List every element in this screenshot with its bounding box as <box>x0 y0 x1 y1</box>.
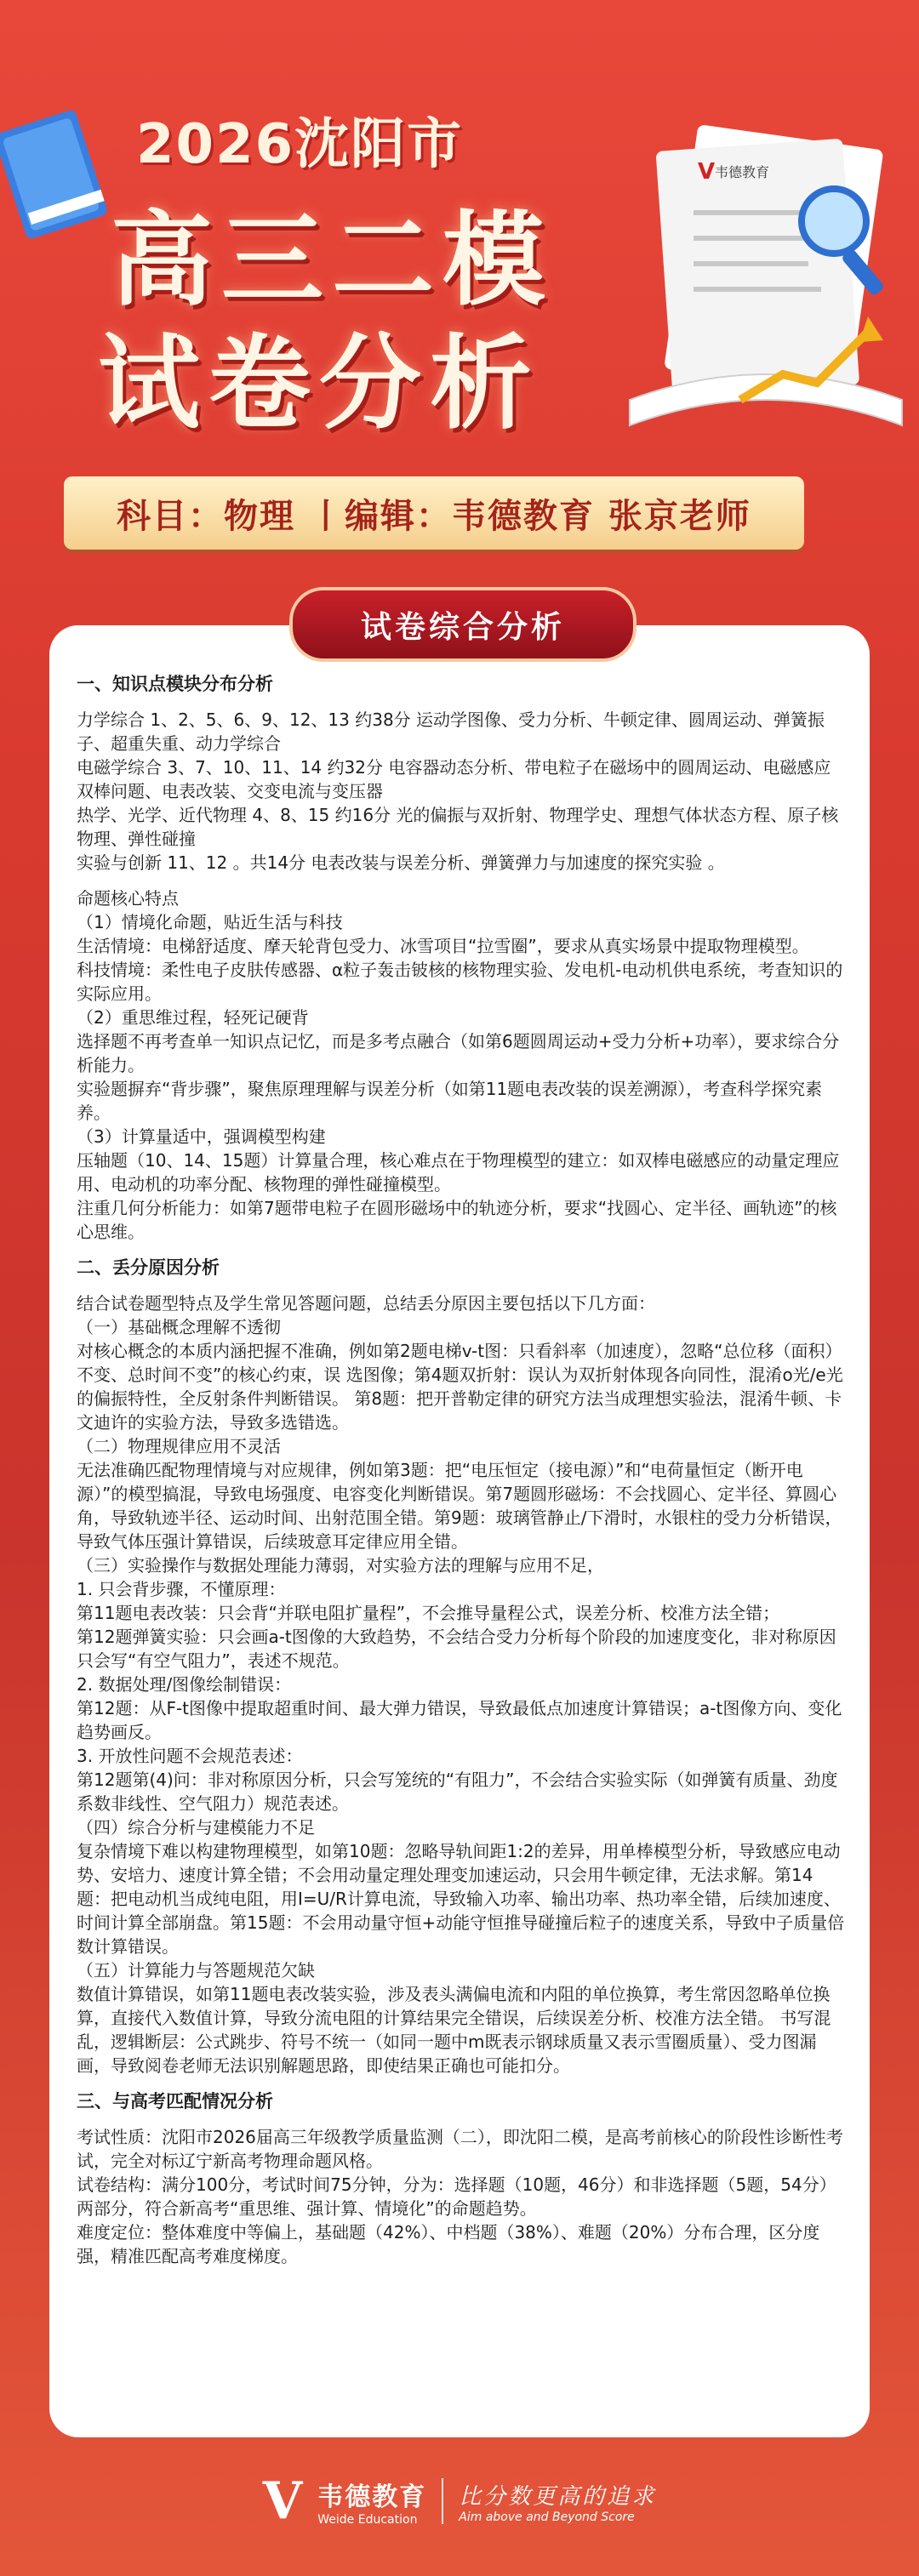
paragraph: 生活情境：电梯舒适度、摩天轮背包受力、冰雪项目“拉雪圈”，要求从真实场景中提取物理模型。 <box>77 936 809 956</box>
paragraph: 结合试卷题型特点及学生常见答题问题，总结丢分原因主要包括以下几方面： <box>77 1293 655 1314</box>
paragraph: 考试性质：沈阳市2026届高三年级教学质量监测（二），即沈阳二模，是高考前核心的阶段性诊断性考试，完全对标辽宁新高考物理命题风格。 <box>77 2127 843 2171</box>
spacer <box>77 2113 847 2125</box>
spacer <box>77 2077 847 2089</box>
paragraph: 1. 只会背步骤，不懂原理： <box>77 1579 286 1599</box>
paragraph: 第12题：从F-t图像中提取超重时间、最大弹力错误，导致最低点加速度计算错误；a-t图像方向、变化趋势画反。 <box>77 1698 842 1742</box>
brand <box>317 2476 426 2527</box>
spacer <box>77 1279 847 1291</box>
paragraph: （2）重思维过程，轻死记硬背 <box>77 1007 309 1028</box>
section-heading: 一、知识点模块分布分析 <box>77 674 273 694</box>
section-heading: 二、丢分原因分析 <box>77 1257 220 1278</box>
year-city: 2026沈阳市 <box>136 113 464 176</box>
slogan-cn: 比分数更高的追求 <box>459 2483 657 2510</box>
paragraph: 第11题电表改装：只会背“并联电阻扩量程”，不会推导量程公式，误差分析、校准方法全错； <box>77 1603 780 1623</box>
paragraph: 命题核心特点 <box>77 888 179 909</box>
footer <box>0 2450 919 2552</box>
spacer <box>77 1244 847 1256</box>
book-icon <box>0 102 111 247</box>
section-title: 试卷综合分析 <box>289 587 636 662</box>
paragraph: （五）计算能力与答题规范欠缺 <box>77 1960 315 1980</box>
paragraph: 第12题第(4)问：非对称原因分析，只会写笼统的“有阻力”，不会结合实验实际（如弹簧有质量、劲度系数非线性、空气阻力）规范表述。 <box>77 1770 838 1814</box>
brand-english: Weide Education <box>317 2513 418 2527</box>
paragraph: （四）综合分析与建模能力不足 <box>77 1817 315 1838</box>
paragraph: 实验与创新 11、12 。共14分 电表改装与误差分析、弹簧弹力与加速度的探究实验 。 <box>77 852 725 873</box>
svg-text:韦德教育: 韦德教育 <box>715 164 770 180</box>
paragraph: 选择题不再考查单一知识点记忆，而是多考点融合（如第6题圆周运动+受力分析+功率），要求综合分析能力。 <box>77 1031 840 1075</box>
brand-name: 韦德教育 <box>317 2482 427 2512</box>
section-heading: 三、与高考匹配情况分析 <box>77 2091 273 2112</box>
footer-divider <box>442 2478 443 2524</box>
paragraph: （三）实验操作与数据处理能力薄弱，对实验方法的理解与应用不足， <box>77 1555 604 1576</box>
document-illustration <box>613 119 919 476</box>
paragraph: （一）基础概念理解不透彻 <box>77 1317 281 1337</box>
logo-icon: V <box>262 2471 303 2531</box>
hero-banner <box>0 0 919 613</box>
paragraph: 第12题弹簧实验：只会画a-t图像的大致趋势，不会结合受力分析每个阶段的加速度变化，非对称原因只会写“有空气阻力”，表述不规范。 <box>77 1627 836 1671</box>
paragraph: 3. 开放性问题不会规范表述： <box>77 1746 303 1766</box>
slogan <box>459 2479 656 2524</box>
analysis-content <box>77 672 847 2268</box>
svg-text:V: V <box>698 159 716 185</box>
spacer <box>77 696 847 708</box>
spacer <box>77 875 847 886</box>
paragraph: 对核心概念的本质内涵把握不准确，例如第2题电梯v-t图：只看斜率（加速度），忽略“总位移（面积）不变、总时间不变”的核心约束，误 选图像；第4题双折射：误认为双折射体现各向同性，混淆o光/e光的偏振特性，全反射条件判断错误。 第8题：把开普勒定律的研究方法当成理想实验法，混淆牛顿、卡文迪许的实验方法，导致多选错选。 <box>77 1341 843 1433</box>
slogan-en: Aim above and Beyond Score <box>459 2510 635 2524</box>
paragraph: 科技情境：柔性电子皮肤传感器、α粒子轰击铍核的核物理实验、发电机-电动机供电系统，考查知识的实际应用。 <box>77 960 843 1004</box>
paragraph: 无法准确匹配物理情境与对应规律，例如第3题：把“电压恒定（接电源）”和“电荷量恒定（断开电源）”的模型搞混，导致电场强度、电容变化判断错误。第7题圆形磁场：不会找圆心、定半径、算圆心角，导致轨迹半径、运动时间、出射范围全错。第9题：玻璃管静止/下滑时，水银柱的受力分析错误，导致气体压强计算错误，后续玻意耳定律应用全错。 <box>77 1460 842 1552</box>
paragraph: （3）计算量适中，强调模型构建 <box>77 1126 326 1147</box>
paragraph: 复杂情境下难以构建物理模型，如第10题：忽略导轨间距1:2的差异，用单棒模型分析，导致感应电动势、安培力、速度计算全错；不会用动量定理处理变加速运动，只会用牛顿定律，无法求解。第14题：把电动机当成纯电阻，用I=U/R计算电流，导致输入功率、输出功率、热功率全错，后续加速度、时间计算全部崩盘。第15题：不会用动量守恒+动能守恒推导碰撞后粒子的速度关系，导致中子质量倍数计算错误。 <box>77 1841 845 1957</box>
paragraph: 力学综合 1、2、5、6、9、12、13 约38分 运动学图像、受力分析、牛顿定律、圆周运动、弹簧振子、超重失重、动力学综合 <box>77 710 825 754</box>
paragraph: 实验题摒弃“背步骤”，聚焦原理理解与误差分析（如第11题电表改装的误差溯源），考查科学探究素养。 <box>77 1079 823 1123</box>
title-line-2: 试卷分析 <box>98 323 540 443</box>
paragraph: 热学、光学、近代物理 4、8、15 约16分 光的偏振与双折射、物理学史、理想气体状态方程、原子核物理、弹性碰撞 <box>77 805 839 849</box>
paragraph: 压轴题（10、14、15题）计算量合理，核心难点在于物理模型的建立：如双棒电磁感应的动量定理应用、电动机的功率分配、核物理的弹性碰撞模型。 <box>77 1150 840 1194</box>
paragraph: 数值计算错误，如第11题电表改装实验，涉及表头满偏电流和内阻的单位换算，考生常因忽略单位换算，直接代入数值计算，导致分流电阻的计算结果完全错误，后续误差分析、校准方法全错。 书写混乱，逻辑断层：公式跳步、符号不统一（如同一题中m既表示钢球质量又表示雪圈质量）、受力图漏画，导致阅卷老师无法识别解题思路，即使结果正确也可能扣分。 <box>77 1984 831 2076</box>
paragraph: 注重几何分析能力：如第7题带电粒子在圆形磁场中的轨迹分析，要求“找圆心、定半径、画轨迹”的核心思维。 <box>77 1198 837 1242</box>
paragraph: （二）物理规律应用不灵活 <box>77 1436 281 1456</box>
paragraph: 2. 数据处理/图像绘制错误： <box>77 1674 292 1695</box>
paragraph: 难度定位：整体难度中等偏上，基础题（42%）、中档题（38%）、难题（20%）分布合理，区分度强，精准匹配高考难度梯度。 <box>77 2222 820 2266</box>
paragraph: 电磁学综合 3、7、10、11、14 约32分 电容器动态分析、带电粒子在磁场中的圆周运动、电磁感应双棒问题、电表改装、交变电流与变压器 <box>77 757 831 801</box>
paragraph: 试卷结构：满分100分，考试时间75分钟，分为：选择题（10题，46分）和非选择题（5题，54分）两部分，符合新高考“重思维、强计算、情境化”的命题趋势。 <box>77 2174 836 2219</box>
subject-editor-bar: 科目：物理 丨编辑：韦德教育 张京老师 <box>64 476 804 550</box>
paragraph: （1）情境化命题，贴近生活与科技 <box>77 912 343 932</box>
title-line-1: 高三二模 <box>111 200 553 320</box>
